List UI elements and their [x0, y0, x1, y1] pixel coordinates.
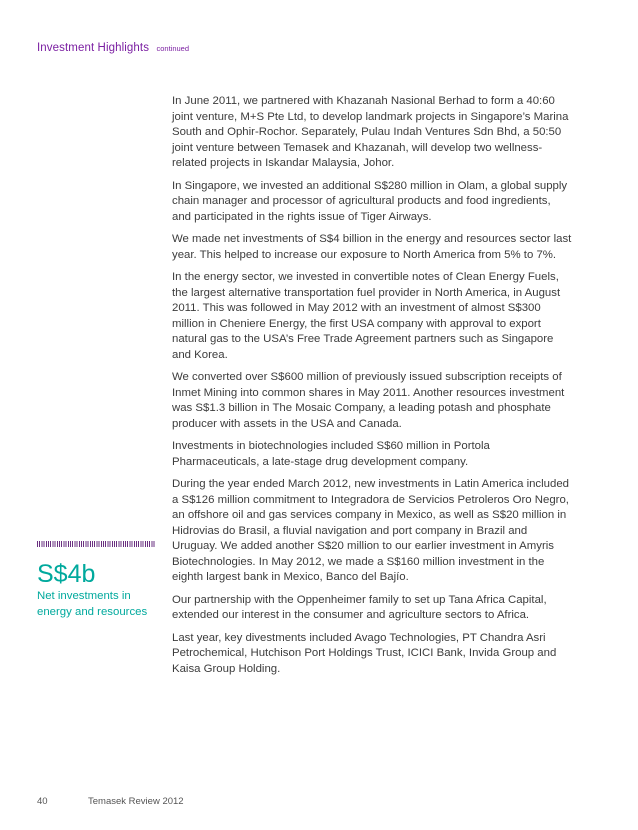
paragraph: We converted over S$600 million of previously issued subscription receipts of Inmet Mining into common shares in May 2011. Another resources investment was S$1.3 billion in The Mosaic Company, a leading potash and phosphate producer with assets in the USA and Canada.	[172, 371, 565, 430]
body-text	[172, 94, 572, 684]
page-header	[37, 38, 189, 56]
paragraph: Last year, key divestments included Avago Technologies, PT Chandra Asri Petrochemical, Hutchison Port Holdings Trust, ICICI Bank, Invida Group and Kaisa Group Holding.	[172, 631, 557, 675]
paragraph: Our partnership with the Oppenheimer family to set up Tana Africa Capital, extended our interest in the consumer and agriculture sectors to Africa.	[172, 593, 547, 621]
paragraph: In June 2011, we partnered with Khazanah Nasional Berhad to form a 40:60 joint venture, M+S Pte Ltd, to develop landmark projects in Singapore’s Marina South and Ophir-Rochor. Separately, Pulau Indah Ventures Sdn Bhd, a 50:50 joint venture between Temasek and Khazanah, will develop two wellness-related projects in Iskandar Malaysia, Johor.	[172, 95, 569, 169]
highlight-callout	[37, 541, 157, 620]
page-number: 40	[37, 796, 48, 807]
paragraph: Investments in biotechnologies included S$60 million in Portola Pharmaceuticals, a late-stage drug development company.	[172, 440, 490, 468]
dotted-rule	[37, 541, 155, 547]
callout-figure: S$4b	[37, 560, 96, 588]
paragraph: In Singapore, we invested an additional S$280 million in Olam, a global supply chain manager and processor of agricultural products and food ingredients, and participated in the rights issue of Tiger Airways.	[172, 179, 568, 223]
paragraph: In the energy sector, we invested in convertible notes of Clean Energy Fuels, the largest alternative transportation fuel provider in North America, in August 2011. This was followed in May 2012 with an investment of almost S$300 million in Cheniere Energy, the first USA company with approval to export natural gas to the USA’s Free Trade Agreement partners such as Singapore and Korea.	[172, 271, 561, 361]
paragraph: We made net investments of S$4 billion in the energy and resources sector last year. This helped to increase our exposure to North America from 5% to 7%.	[172, 233, 572, 261]
publication-name: Temasek Review 2012	[88, 796, 184, 807]
callout-description: Net investments in energy and resources	[37, 590, 148, 618]
paragraph: During the year ended March 2012, new investments in Latin America included a S$126 million commitment to Integradora de Servicios Petroleros Oro Negro, an offshore oil and gas services company in Mexico, as well as S$20 million in Hidrovias do Brasil, a fluvial navigation and port company in Brazil and Uruguay. We added another S$20 million to our earlier investment in Amyris Biotechnologies. In May 2012, we made a S$160 million investment in the eighth largest bank in Mexico, Banco del Bajío.	[172, 478, 569, 583]
continued-label: continued	[156, 44, 190, 53]
section-title: Investment Highlights	[37, 42, 150, 54]
